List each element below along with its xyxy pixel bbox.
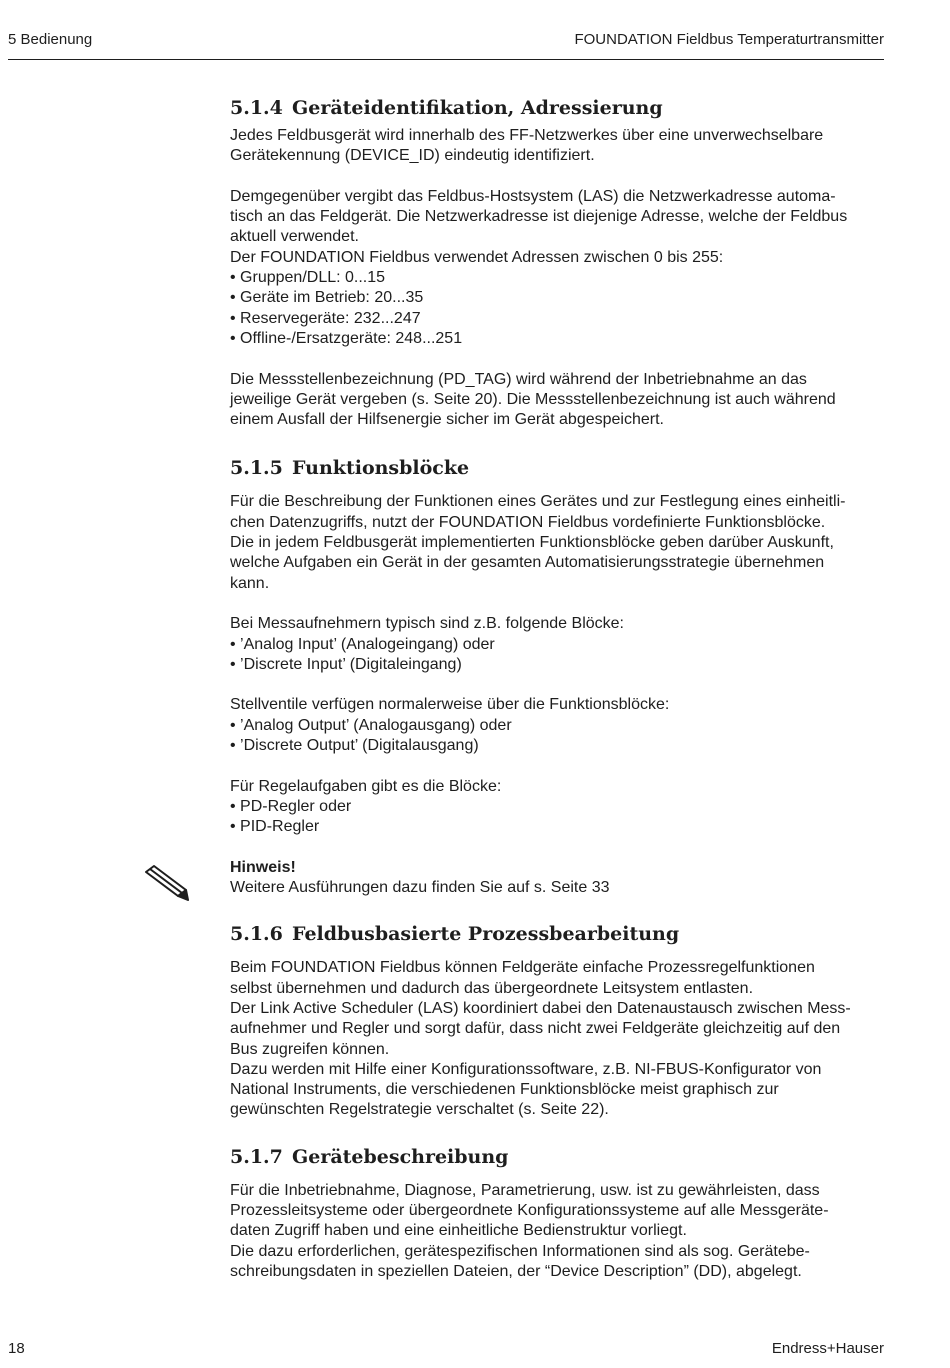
header-title: FOUNDATION Fieldbus Temperaturtransmitter bbox=[574, 31, 884, 48]
list-item: • Geräte im Betrieb: 20...35 bbox=[230, 289, 424, 307]
hint-title: Hinweis! bbox=[230, 858, 296, 876]
heading-5-1-5: 5.1.5 Funktionsblöcke bbox=[230, 457, 470, 480]
list-item: • ’Discrete Output’ (Digitalausgang) bbox=[230, 737, 479, 755]
main-content bbox=[230, 96, 890, 1282]
hint-text: Weitere Ausführungen dazu finden Sie auf s. Seite 33 bbox=[230, 879, 610, 897]
hint-note bbox=[230, 858, 890, 899]
list-item: • PID-Regler bbox=[230, 818, 320, 836]
list-item: • PD-Regler oder bbox=[230, 797, 352, 815]
heading-5-1-7: 5.1.7 Gerätebeschreibung bbox=[230, 1145, 509, 1168]
paragraph: Bei Messaufnehmern typisch sind z.B. folgende Blöcke: • ’Analog Input’ (Analogeingang) oder • ’Discrete Input’ (Digitaleingang) bbox=[230, 615, 624, 673]
header-section: 5 Bedienung bbox=[8, 31, 93, 48]
paragraph: Die Messstellenbezeichnung (PD_TAG) wird während der Inbetriebnahme an das jeweilige Gerät vergeben (s. Seite 20). Die Messstellenbezeichnung ist auch während einem Ausfall der Hilfsenergie sicher im Gerät abgespeichert. bbox=[230, 370, 836, 429]
paragraph: Demgegenüber vergibt das Feldbus-Hostsystem (LAS) die Netzwerkadresse automa- tisch an das Feldgerät. Die Netzwerkadresse ist diejenige Adresse, welche der Feldbus aktuell verwendet. Der FOUNDATION Fieldbus verwendet Adressen zwischen 0 bis 255: bbox=[230, 187, 848, 266]
list-item: • ’Analog Input’ (Analogeingang) oder bbox=[230, 635, 495, 653]
list-item: • Gruppen/DLL: 0...15 bbox=[230, 269, 386, 287]
paragraph: Stellventile verfügen normalerweise über die Funktionsblöcke: • ’Analog Output’ (Analogausgang) oder • ’Discrete Output’ (Digitalausgang) bbox=[230, 696, 670, 755]
list-item: • ’Analog Output’ (Analogausgang) oder bbox=[230, 716, 512, 734]
paragraph: Jedes Feldbusgerät wird innerhalb des FF-Netzwerkes über eine unverwechselbare Gerätekennung (DEVICE_ID) eindeutig identifiziert. bbox=[230, 127, 824, 165]
paragraph: Beim FOUNDATION Fieldbus können Feldgeräte einfache Prozessregelfunktionen selbst übernehmen und dadurch das übergeordnete Leitsystem entlasten. Der Link Active Scheduler (LAS) koordiniert dabei den Datenaustausch zwischen Mess- aufnehmer und Regler und sorgt dafür, dass nicht zwei Feldgeräte gleichzeitig auf den Bus zugreifen können. Dazu werden mit Hilfe einer Konfigurationssoftware, z.B. NI-FBUS-Konfigurator von National Instruments, die verschiedenen Funktionsblöcke meist graphisch zur gewünschten Regelstrategie verschaltet (s. Seite 22). bbox=[230, 959, 851, 1119]
address-list bbox=[230, 268, 890, 349]
list-item: • Offline-/Ersatzgeräte: 248...251 bbox=[230, 329, 463, 347]
paragraph: Für Regelaufgaben gibt es die Blöcke: • PD-Regler oder • PID-Regler bbox=[230, 777, 502, 836]
brand-name: Endress+Hauser bbox=[771, 1340, 884, 1357]
heading-5-1-4: 5.1.4 Geräteidentifikation, Adressierung bbox=[230, 97, 663, 119]
page-number: 18 bbox=[8, 1340, 25, 1357]
heading-5-1-6: 5.1.6 Feldbusbasierte Prozessbearbeitung bbox=[230, 923, 680, 946]
list-item: • ’Discrete Input’ (Digitaleingang) bbox=[230, 655, 462, 673]
list-item: • Reservegeräte: 232...247 bbox=[230, 309, 421, 327]
paragraph: Für die Beschreibung der Funktionen eines Gerätes und zur Festlegung eines einheitli- chen Datenzugriffs, nutzt der FOUNDATION Fieldbus vordefinierte Funktionsblöcke. Die in jedem Feldbusgerät implementierten Funktionsblöcke geben darüber Auskunft, welche Aufgaben ein Gerät in der gesamten Automatisierungsstrategie übernehmen kann. bbox=[230, 493, 846, 592]
header-divider bbox=[8, 59, 884, 60]
pencil-icon bbox=[142, 864, 190, 904]
paragraph: Für die Inbetriebnahme, Diagnose, Parametrierung, usw. ist zu gewährleisten, dass Prozessleitsysteme oder übergeordnete Konfigurationssysteme auf alle Messgeräte- daten Zugriff haben und eine einheitliche Bedienstruktur vorliegt. Die dazu erforderlichen, gerätespezifischen Informationen sind als sog. Gerätebe- schreibungsdaten in speziellen Dateien, der “Device Description” (DD), abgelegt. bbox=[230, 1181, 829, 1280]
